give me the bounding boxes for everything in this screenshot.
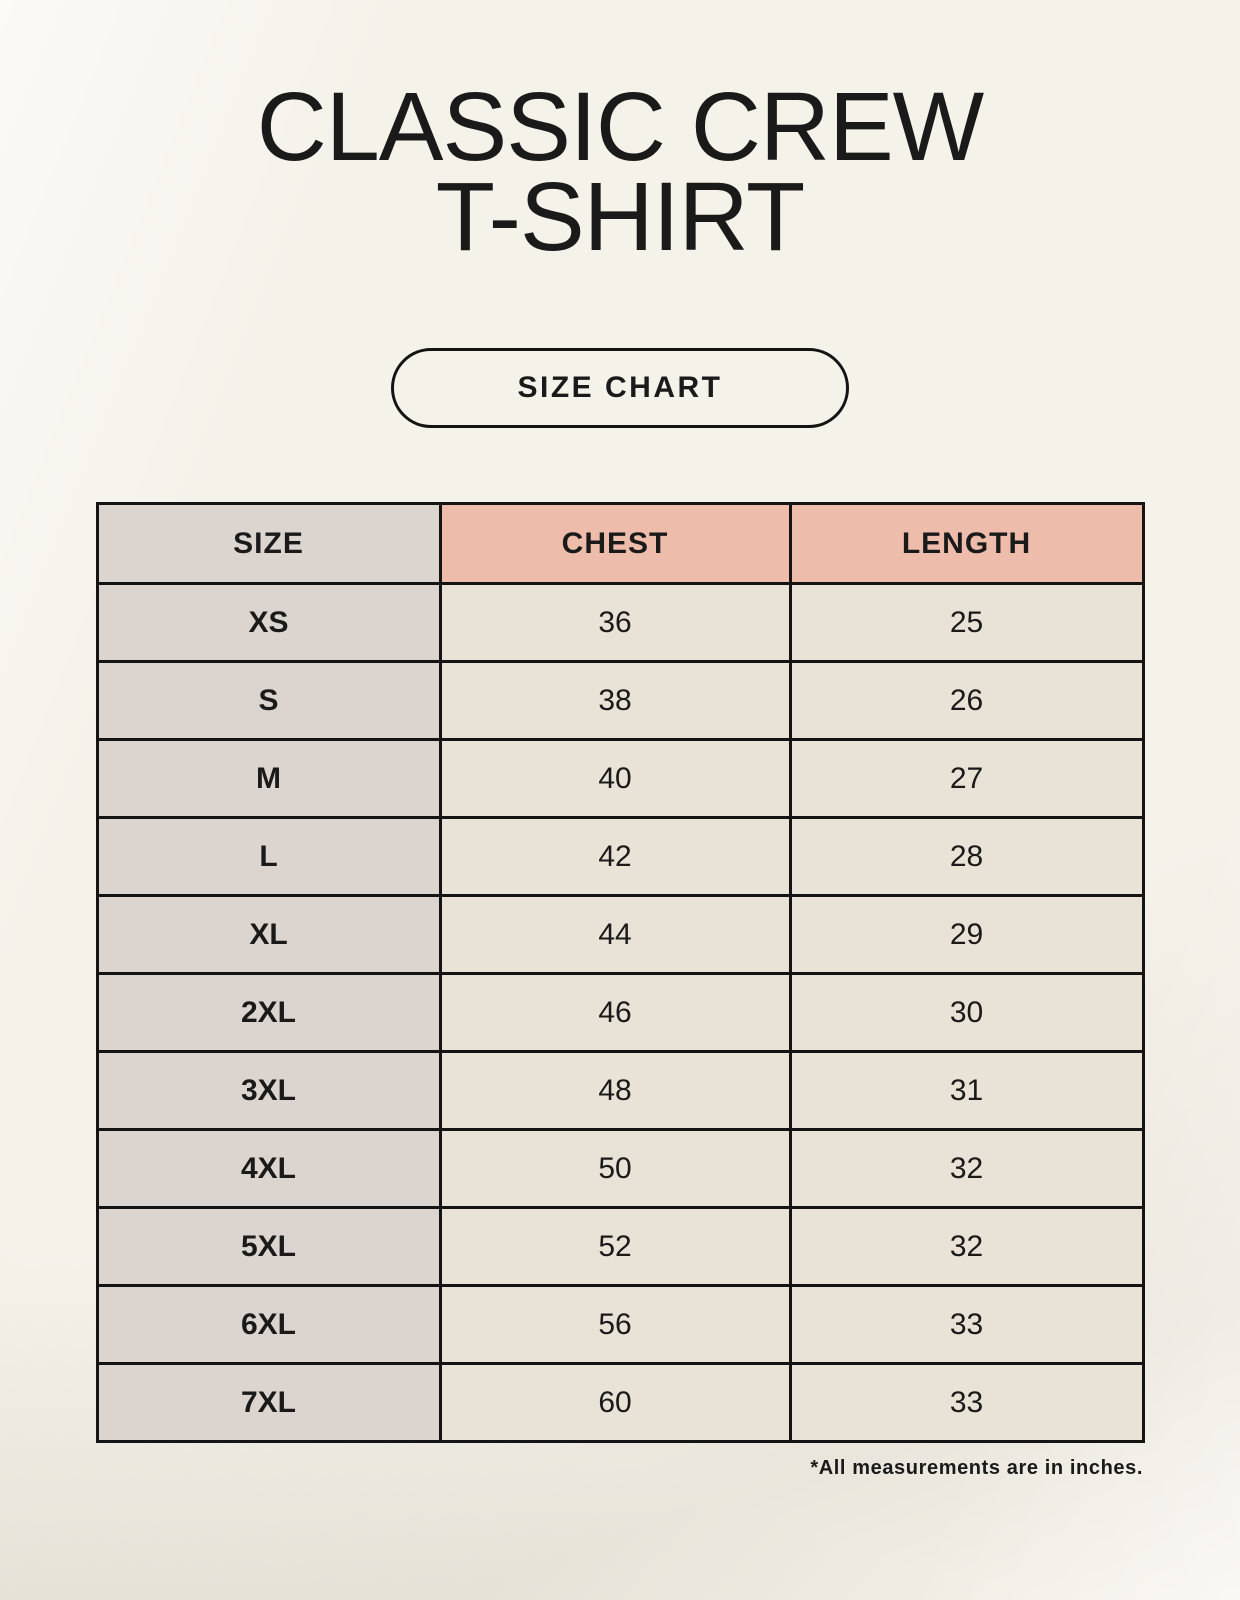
length-cell: 32 <box>790 1130 1143 1208</box>
size-cell: XS <box>97 584 440 662</box>
length-cell: 26 <box>790 662 1143 740</box>
length-cell: 25 <box>790 584 1143 662</box>
size-chart-badge <box>391 348 849 428</box>
size-cell: 5XL <box>97 1208 440 1286</box>
size-cell: 3XL <box>97 1052 440 1130</box>
size-cell: 7XL <box>97 1364 440 1442</box>
chest-cell: 50 <box>440 1130 790 1208</box>
column-header-size: SIZE <box>97 504 440 584</box>
column-header-chest: CHEST <box>440 504 790 584</box>
chest-cell: 48 <box>440 1052 790 1130</box>
page-title-line-1: CLASSIC CREW <box>256 72 984 181</box>
table-row <box>97 1052 1143 1130</box>
size-chart-table <box>96 502 1145 1443</box>
table-row <box>97 1364 1143 1442</box>
size-cell: 4XL <box>97 1130 440 1208</box>
size-cell: M <box>97 740 440 818</box>
chest-cell: 42 <box>440 818 790 896</box>
page-title <box>0 0 1240 272</box>
size-chart-badge-label: SIZE CHART <box>517 371 723 405</box>
length-cell: 32 <box>790 1208 1143 1286</box>
table-row <box>97 740 1143 818</box>
length-cell: 33 <box>790 1364 1143 1442</box>
size-cell: L <box>97 818 440 896</box>
size-cell: XL <box>97 896 440 974</box>
length-cell: 27 <box>790 740 1143 818</box>
chest-cell: 40 <box>440 740 790 818</box>
length-cell: 28 <box>790 818 1143 896</box>
table-row <box>97 974 1143 1052</box>
chest-cell: 44 <box>440 896 790 974</box>
size-cell: 6XL <box>97 1286 440 1364</box>
table-row <box>97 1286 1143 1364</box>
length-cell: 29 <box>790 896 1143 974</box>
size-cell: 2XL <box>97 974 440 1052</box>
chest-cell: 36 <box>440 584 790 662</box>
size-cell: S <box>97 662 440 740</box>
table-row <box>97 896 1143 974</box>
page-title-line-2: T-SHIRT <box>435 162 805 272</box>
chest-cell: 60 <box>440 1364 790 1442</box>
column-header-length: LENGTH <box>790 504 1143 584</box>
length-cell: 30 <box>790 974 1143 1052</box>
length-cell: 31 <box>790 1052 1143 1130</box>
table-header-row <box>97 504 1143 584</box>
chest-cell: 56 <box>440 1286 790 1364</box>
length-cell: 33 <box>790 1286 1143 1364</box>
chest-cell: 46 <box>440 974 790 1052</box>
table-row <box>97 1208 1143 1286</box>
chest-cell: 52 <box>440 1208 790 1286</box>
chest-cell: 38 <box>440 662 790 740</box>
table-row <box>97 1130 1143 1208</box>
table-row <box>97 584 1143 662</box>
table-row <box>97 818 1143 896</box>
measurements-footnote: *All measurements are in inches. <box>810 1457 1143 1480</box>
table-row <box>97 662 1143 740</box>
